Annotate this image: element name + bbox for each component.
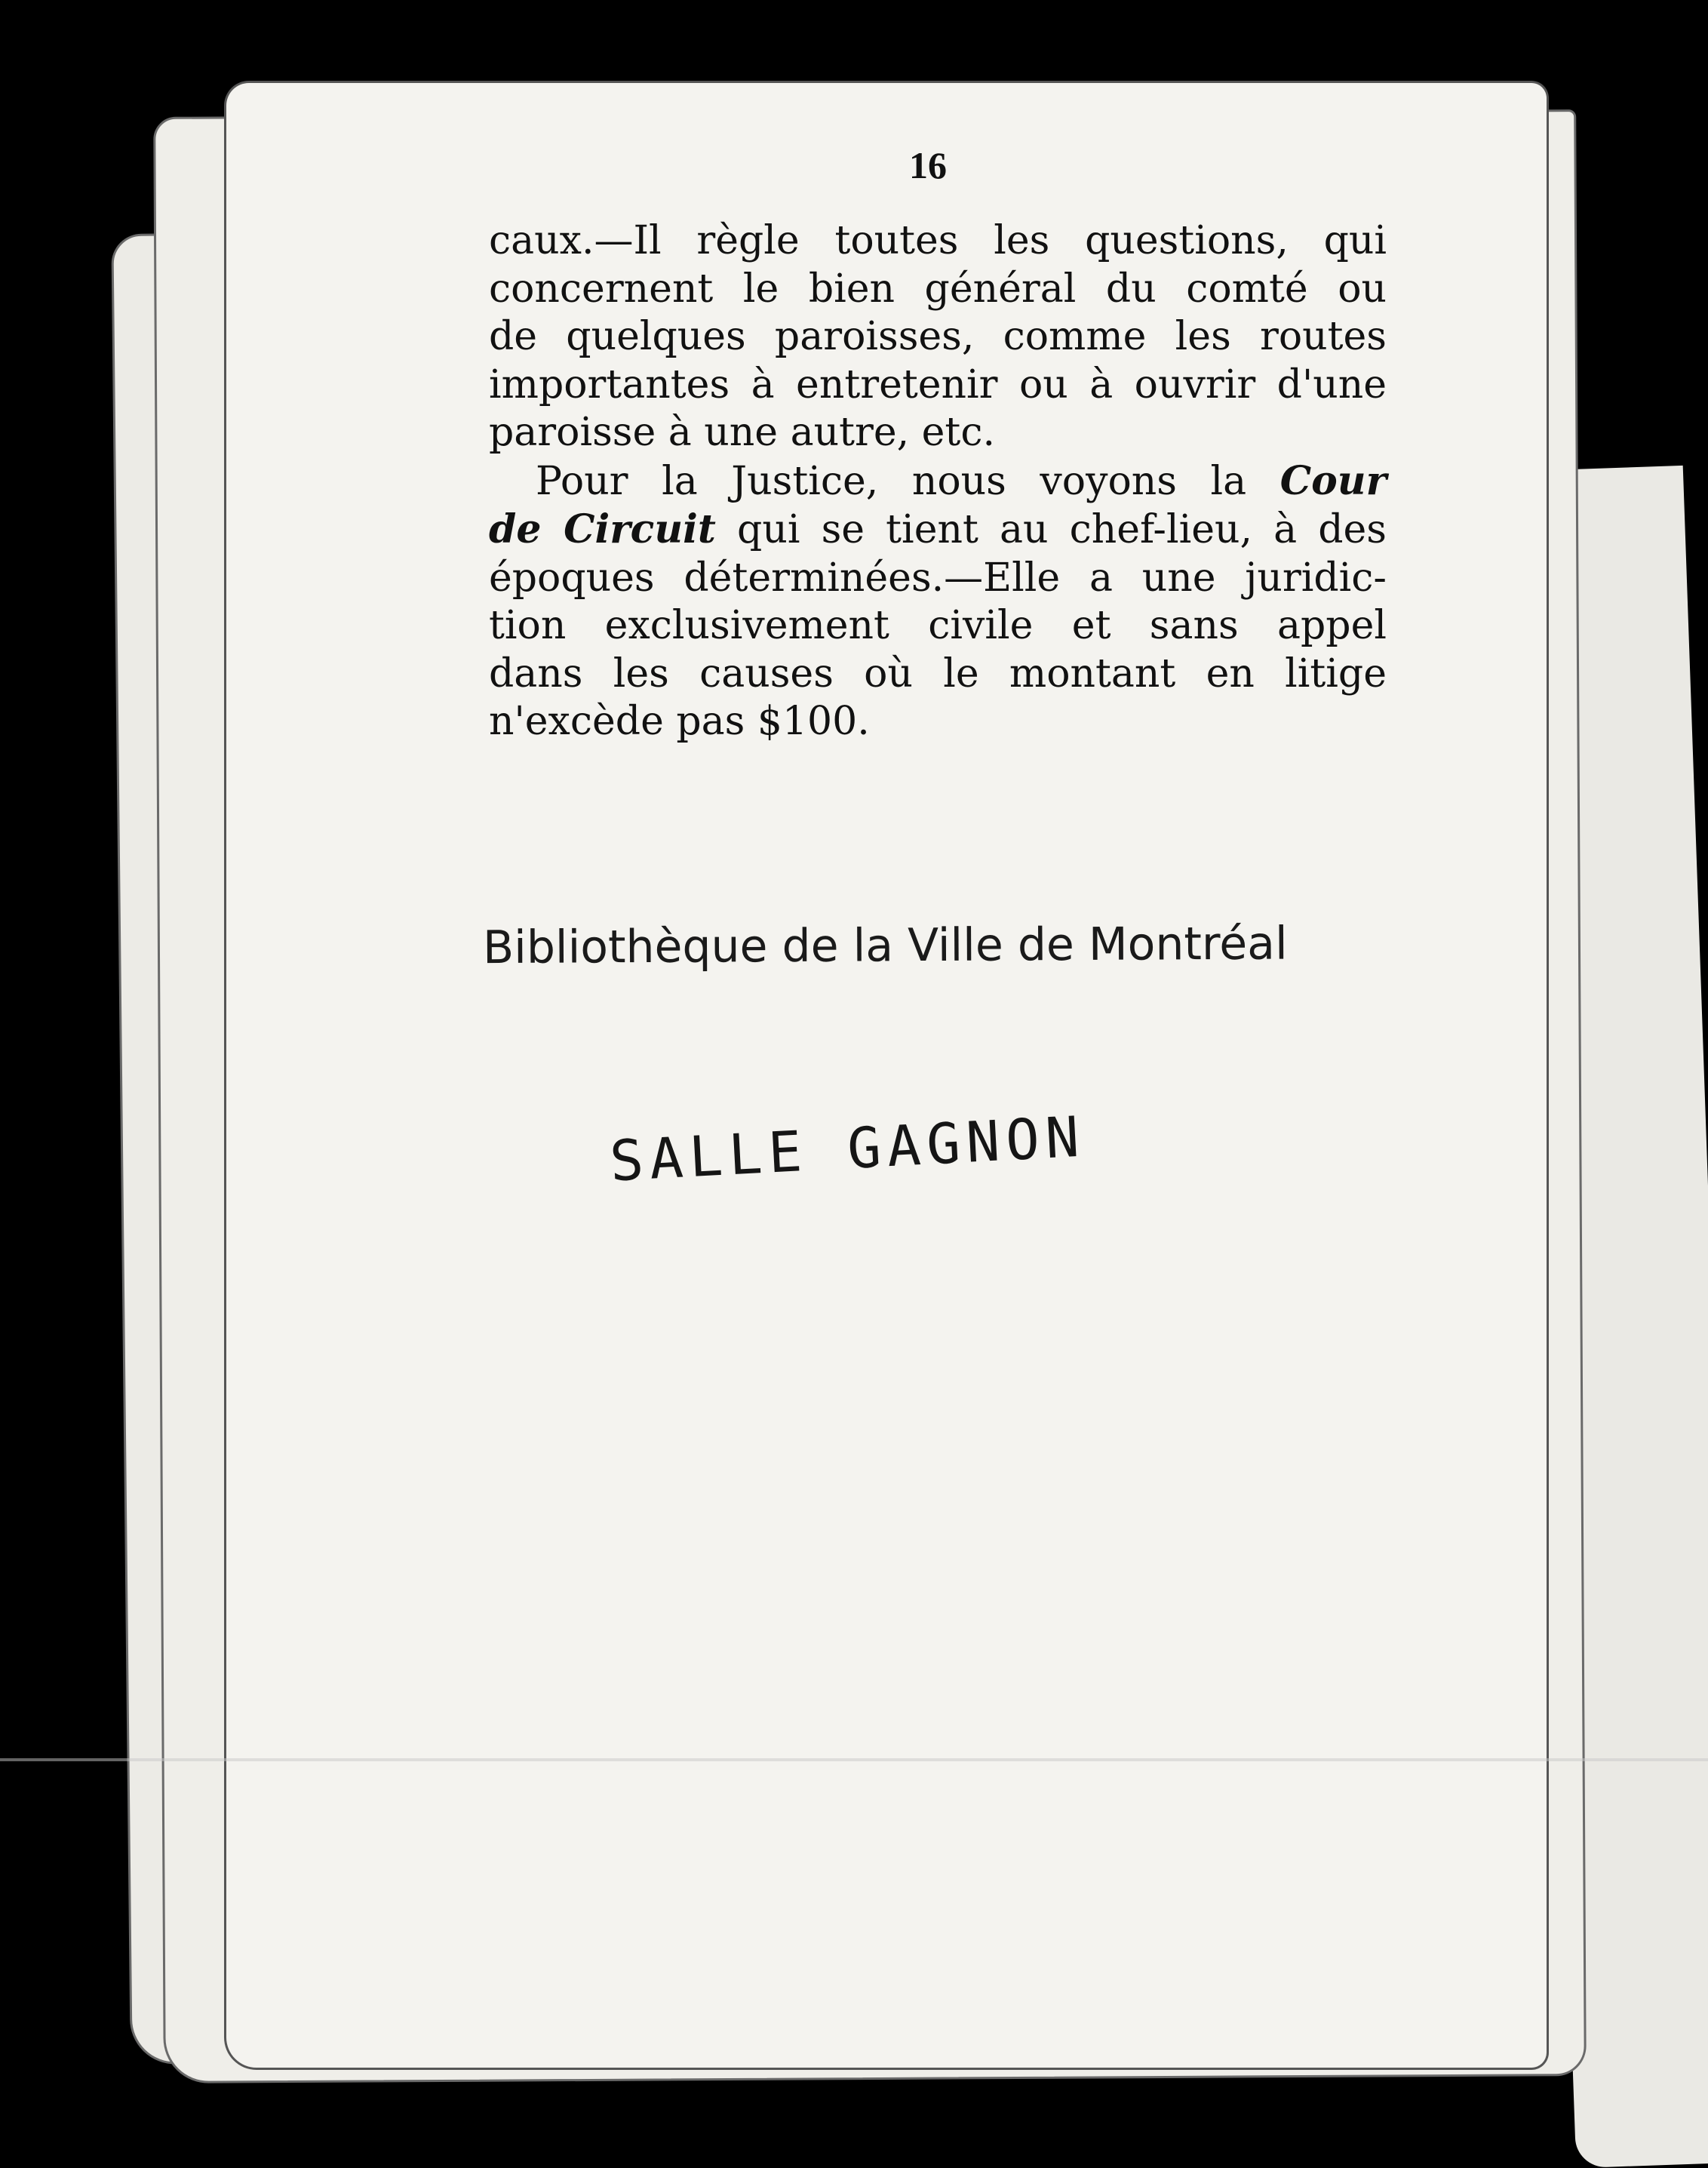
body-text [489,217,1387,746]
text-line: concernent le bien général du comté ou [489,266,1387,312]
text-line [489,457,1387,506]
text-line: paroisse à une autre, etc. [489,410,995,455]
text-line: importantes à entretenir ou à ouvrir d'une [489,361,1387,407]
text-italic: Cour [1279,457,1387,504]
text-segment: qui se tient au chef-lieu, à des [715,507,1387,552]
page-number: 16 [909,144,947,186]
text-line: de quelques paroisses, comme les routes [489,314,1387,359]
text-segment: Pour la Justice, nous voyons la [536,458,1280,504]
text-line: n'excède pas $100. [489,699,870,744]
text-line: dans les causes où le montant en litige [489,650,1387,697]
text-line [489,506,1387,555]
text-italic: de Circuit [489,506,716,552]
text-line: époques déterminées.—Elle a une juridic- [489,555,1387,601]
text-line: caux.—Il règle toutes les questions, qui [489,218,1387,263]
collection-stamp: SALLE GAGNON [608,1104,1087,1195]
scan-artifact-line [0,1758,1708,1761]
text-line: tion exclusivement civile et sans appel [489,603,1387,648]
library-stamp: Bibliothèque de la Ville de Montréal [482,917,1288,975]
